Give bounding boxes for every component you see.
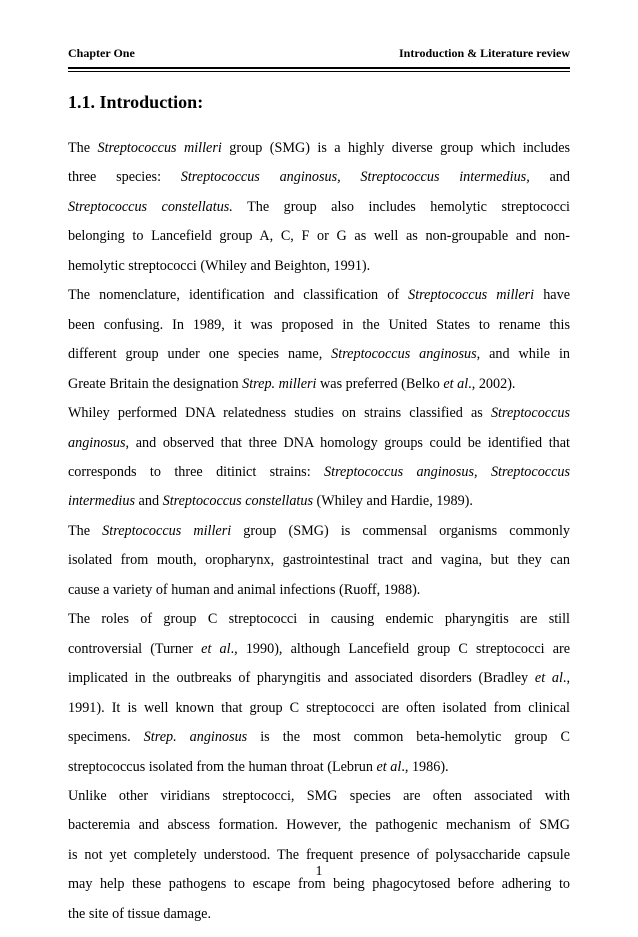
text-run: Greate Britain the designation	[68, 375, 243, 392]
text-line	[68, 370, 570, 399]
text-run: The	[68, 140, 98, 156]
text-run: cause a variety of human and animal infections (Ruoff, 1988).	[68, 581, 421, 598]
text-run: The group also includes hemolytic streptococci	[232, 198, 570, 215]
italic-text: Streptococcus anginosus, Streptococcus	[324, 463, 570, 480]
text-run: .,	[562, 670, 570, 687]
text-run: and	[529, 169, 570, 186]
text-line	[68, 399, 570, 428]
header-section: Introduction & Literature review	[399, 46, 570, 60]
italic-text: et al	[443, 375, 469, 392]
text-run: , and while in	[476, 346, 570, 363]
text-line	[68, 900, 570, 929]
italic-text: Streptococcus constellatus	[162, 493, 313, 510]
text-run: corresponds to three ditinict strains:	[68, 463, 325, 480]
italic-text: Streptococcus milleri	[102, 522, 232, 539]
text-run: bacteremia and abscess formation. However, the pathogenic mechanism of SMG	[68, 817, 570, 834]
text-run: Unlike other viridians streptococci, SMG species are often associated with	[68, 787, 570, 804]
text-line	[68, 753, 570, 782]
text-line	[68, 664, 570, 693]
header-rule-thin	[68, 71, 570, 72]
italic-text: Streptococcus anginosus	[331, 346, 477, 363]
text-line	[68, 458, 570, 487]
text-line	[68, 429, 570, 458]
section-heading: 1.1. Introduction:	[68, 92, 204, 112]
italic-text: Strep. anginosus	[143, 729, 248, 746]
text-run: have	[534, 287, 570, 304]
header-chapter: Chapter One	[68, 46, 135, 60]
text-run: , and observed that three DNA homology groups could be identified that	[125, 434, 570, 451]
text-line	[68, 811, 570, 840]
text-line	[68, 517, 570, 546]
text-run: implicated in the outbreaks of pharyngitis and associated disorders (Bradley	[68, 670, 535, 687]
text-run: the site of tissue damage.	[68, 905, 212, 922]
text-run: hemolytic streptococci (Whiley and Beighton, 1991).	[68, 257, 371, 274]
text-run: may help these pathogens to escape from being phagocytosed before adhering to	[68, 876, 570, 893]
text-line	[68, 694, 570, 723]
page-number: 1	[315, 864, 323, 879]
text-line	[68, 723, 570, 752]
text-run: belonging to Lancefield group A, C, F or G as well as non-groupable and non-	[68, 228, 570, 245]
italic-text: et al	[534, 670, 563, 687]
text-line	[68, 340, 570, 369]
text-run: ., 1986).	[401, 758, 449, 775]
text-run: and	[135, 493, 163, 510]
text-run: The	[68, 522, 103, 539]
italic-text: et al	[201, 640, 231, 657]
text-run: 1991). It is well known that group C streptococci are often isolated from clinical	[68, 699, 570, 716]
text-run: specimens.	[68, 729, 144, 746]
text-line	[68, 605, 570, 634]
header-rule-thick	[68, 67, 570, 69]
text-run: is the most common beta-hemolytic group C	[247, 729, 570, 746]
running-header	[68, 46, 570, 64]
text-run: group (SMG) is a highly diverse group which includes	[221, 140, 571, 156]
italic-text: Streptococcus	[490, 405, 570, 422]
italic-text: Strep. milleri	[242, 375, 317, 392]
text-run: been confusing. In 1989, it was proposed in the United States to rename this	[68, 316, 570, 333]
text-run: different group under one species name,	[68, 346, 332, 363]
text-line	[68, 222, 570, 251]
italic-text: Streptococcus milleri	[408, 287, 535, 304]
text-line	[68, 782, 570, 811]
text-line	[68, 487, 570, 516]
text-run: The nomenclature, identification and classification of	[68, 287, 409, 304]
text-run: Whiley performed DNA relatedness studies on strains classified as	[68, 405, 491, 422]
text-line	[68, 193, 570, 222]
text-run: (Whiley and Hardie, 1989).	[312, 493, 473, 510]
text-line	[68, 546, 570, 575]
text-line	[68, 134, 570, 163]
text-line	[68, 163, 570, 192]
italic-text: intermedius	[68, 493, 135, 510]
text-line	[68, 252, 570, 281]
italic-text: Streptococcus anginosus, Streptococcus intermedius,	[180, 169, 530, 186]
italic-text: et al	[376, 758, 402, 775]
text-run: ., 1990), although Lancefield group C streptococci are	[230, 640, 571, 657]
text-run: is not yet completely understood. The frequent presence of polysaccharide capsule	[68, 846, 570, 863]
italic-text: anginosus	[68, 434, 126, 451]
text-run: three species:	[68, 169, 181, 186]
italic-text: Streptococcus milleri	[97, 140, 222, 156]
text-run: isolated from mouth, oropharynx, gastrointestinal tract and vagina, but they can	[68, 552, 570, 569]
text-run: ., 2002).	[468, 375, 516, 392]
text-line	[68, 281, 570, 310]
text-run: group (SMG) is commensal organisms commonly	[231, 522, 570, 539]
text-line	[68, 635, 570, 664]
body-text	[68, 134, 570, 929]
italic-text: Streptococcus constellatus.	[68, 198, 233, 215]
text-run: controversial (Turner	[68, 640, 202, 657]
text-line	[68, 311, 570, 340]
text-run: was preferred (Belko	[316, 375, 444, 392]
text-line	[68, 576, 570, 605]
text-run: streptococcus isolated from the human throat (Lebrun	[68, 758, 377, 775]
text-run: The roles of group C streptococci in causing endemic pharyngitis are still	[68, 611, 570, 628]
